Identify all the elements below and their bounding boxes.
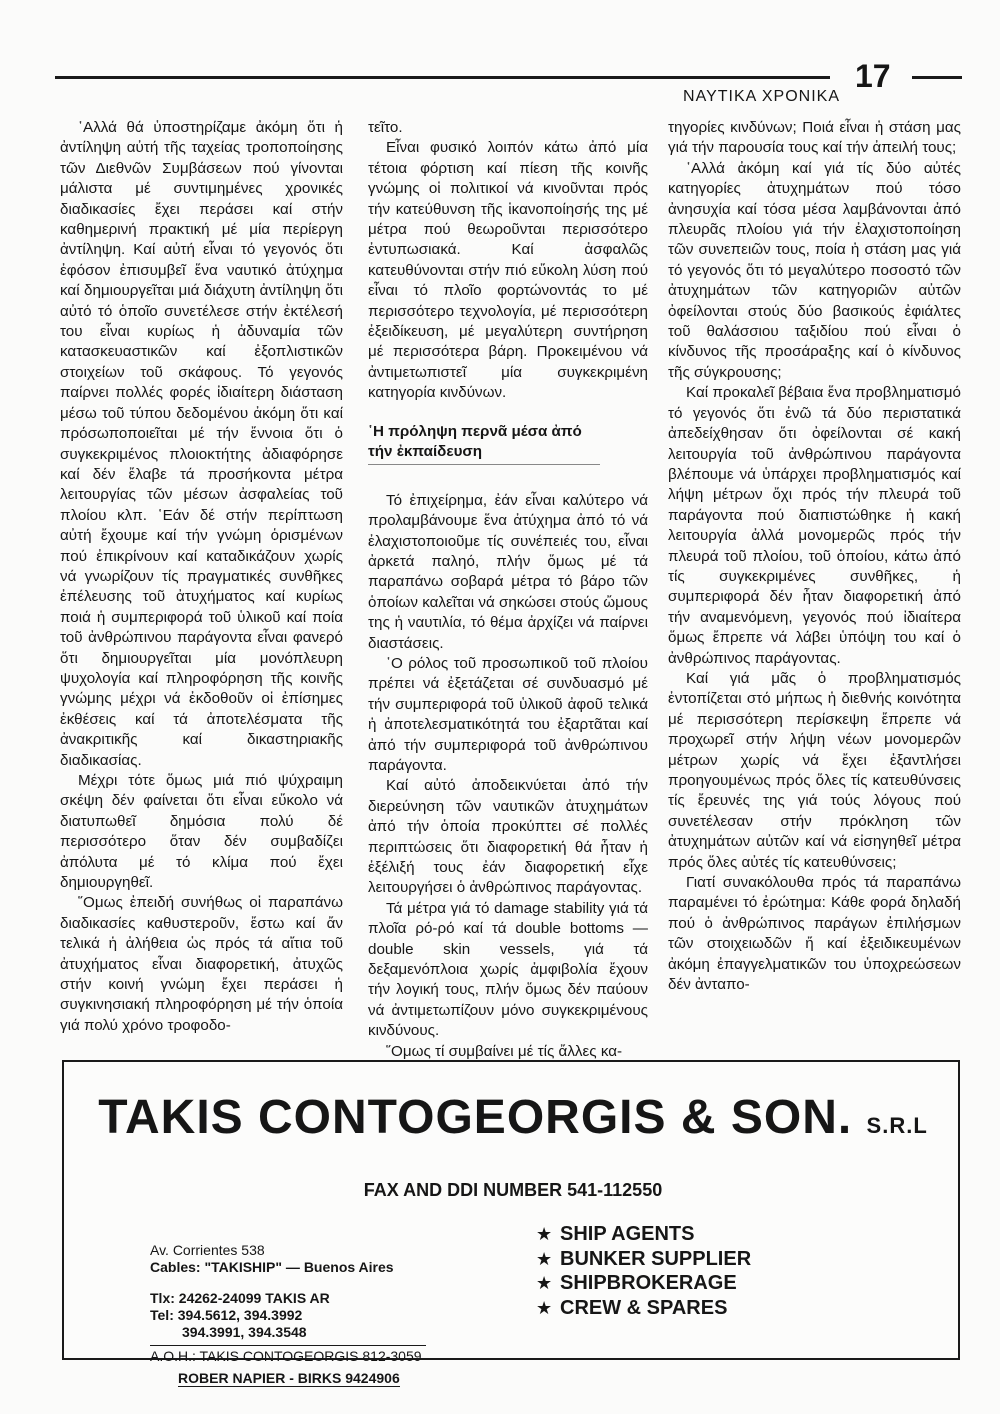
ad-company-title bbox=[64, 1090, 962, 1145]
ad-service-item: ★ CREW & SPARES bbox=[536, 1296, 728, 1319]
star-icon: ★ bbox=[536, 1273, 553, 1293]
paragraph: ῾Αλλά θά ὑποστηρίζαμε ἀκόμη ὅτι ἡ ἀντίληψη αὐτή τῆς ταχείας τροποποίησης τῶν Διεθνῶν Συμβάσεων πού γίνονται μάλιστα μέ συντιμημένες χρονικές διαδικασίες ἔχει περάσει καί στήν καθημερινή πρακτική μέ μία περίεργη ἀντίληψη. Καί αὐτή εἶναι τό γεγονός ὅτι ἐφόσον ἐπισυμβεῖ ἕνα ναυτικό ἀτύχημα καί δημιουργεῖται μιά διάχυτη ἀντίληψη ὅτι αὐτό τό ὁποῖο συνετέλεσε στήν ἐκτέλεσή του εἶναι κυρίως ἡ ἀδυναμία τῶν κατασκευαστικῶν καί ἐξοπλιστικῶν στοιχείων τοῦ σκάφους. Τό γεγονός παίρνει πολλές φορές ἰδιαίτερη διάσταση μέσω τοῦ τύπου δεδομένου ἀκόμη ὅτι καί πρόσωποποιεῖται μέ τήν ἔννοια ὅτι ὁ συγκεκριμένος πλοιοκτήτης ἀδιαφόρησε καί δέν ἔλαβε τά προσήκοντα μέτρα λειτουργίας τῶν μέσων ἀσφαλείας τοῦ πλοίου κλπ. ῾Εάν δέ στήν περίπτωση αὐτή ἔχουμε καί τήν γνώμη ὁρισμένων πού ἐπικρίνουν καί καταδικάζουν χωρίς νά γνωρίζουν τίς πραγματικές συνθῆκες ἐπέλευσης τοῦ ἀτυχήματος καί κυρίως ποιά ἡ συμπεριφορά τοῦ ὑλικοῦ καί ποία τοῦ ἀνθρώπινου παράγοντα εἶναι φανερό ὅτι δημιουργεῖται μία μονόπλευρη ψυχολογία καί πληροφόρηση τῆς κοινῆς γνώμης μέχρι νά ἐκδοθοῦν οἱ ἐπίσημες ἐκθέσεις καί τά ἀποτελέσματα τῆς ἀνακριτικῆς καί δικαστηριακῆς διαδικασίας. bbox=[60, 119, 343, 769]
ad-service-item: ★ SHIP AGENTS bbox=[536, 1223, 695, 1245]
paragraph: ῾Ο ρόλος τοῦ προσωπικοῦ τοῦ πλοίου πρέπει νά ἐξετάζεται σέ συνδυασμό μέ τήν συμπεριφορά τοῦ ὑλικοῦ ἀφοῦ τελικά ἡ ἀποτελεσματικότητά του ἐξαρτᾶται καί ἀπό τήν συμπεριφορά τοῦ ἀνθρώπινου παράγοντα. bbox=[368, 654, 648, 774]
paragraph: Καί προκαλεῖ βέβαια ἕνα προβληματισμό τό γεγονός ὅτι ἐνῶ τά δύο περιστατικά ἀπεδείχθησαν ὅτι ὀφείλονται σέ κακή λειτουργία τοῦ ἀνθρώπινου παράγοντα βλέπουμε νά ὑπάρχει προβληματισμός καί λήψη μέτρων ὄχι πρός τήν πλευρά τοῦ παράγοντα πού διαπιστώθηκε ἡ κακή λειτουργία ἀλλά μονομερῶς πρός τήν πλευρά τοῦ πλοίου, τοῦ ὁποίου, κάτω ἀπό τίς συγκεκριμένες συνθῆκες, ἡ συμπεριφορά δέν ἦταν διαφορετική ἀπό τήν αναμενόμενη, γεγονός πού ἰδιαίτερα ὅμως ἔπρεπε νά λάβει ὑπόψη του καί ὁ ἀνθρώπινος παράγοντας. bbox=[668, 384, 961, 667]
ad-telephone-2: 394.3991, 394.3548 bbox=[182, 1324, 307, 1340]
ad-company-suffix: S.R.L bbox=[866, 1113, 928, 1138]
star-icon: ★ bbox=[536, 1224, 553, 1244]
paragraph-continuation: τηγορίες κινδύνων; Ποιά εἶναι ἡ στάση μας γιά τήν παρουσία τους καί τήν ἀπειλή τους; bbox=[668, 119, 961, 157]
ad-address: Av. Corrientes 538 bbox=[150, 1242, 265, 1258]
ad-services-list bbox=[536, 1222, 836, 1320]
star-icon: ★ bbox=[536, 1297, 553, 1318]
paragraph: Τό ἐπιχείρημα, ἐάν εἶναι καλύτερο νά προλαμβάνουμε ἕνα ἀτύχημα ἀπό τό νά ἐλαχιστοποιοῦμε τίς συνέπειές του, εἶναι ἀρκετά παληό, πλήν ὅμως μέ τά παραπάνω σοβαρά μέτρα τό βάρο τῶν ὁποίων καλεῖται νά σηκώσει στούς ὤμους της ἡ ναυτιλία, τό θέμα ἀρχίζει νά παίρνει διαστάσεις. bbox=[368, 491, 648, 652]
ad-company-name: TAKIS CONTOGEORGIS & SON. bbox=[98, 1091, 853, 1144]
paragraph: ῞Ομως τί συμβαίνει μέ τίς ἄλλες κα- bbox=[386, 1042, 623, 1060]
header-rule-left bbox=[55, 76, 830, 79]
paragraph: Μέχρι τότε ὅμως μιά πιό ψύχραιμη σκέψη δέν φαίνεται ὅτι εἶναι εὔκολο νά διατυπωθεῖ δημόσια πολύ δέ περισσότερο ὅταν δέν συμβαδίζει ἀπόλυτα μέ τό κλίμα πού ἔχει δημιουργηθεῖ. bbox=[60, 772, 343, 892]
ad-telex: Tlx: 24262-24099 TAKIS AR bbox=[150, 1290, 330, 1306]
paragraph: Γιατί συνακόλουθα πρός τά παραπάνω παραμένει τό ἐρώτημα: Κάθε φορά δηλαδή πού ὁ ἀνθρώπινος παράγων ἐπιλήσμων τῶν στοιχειωδῶν ἤ καί ἐξειδικευμένων ἀκόμη ἐπαγγελματικῶν του ὑποχρεώσεων δέν ἀνταπο- bbox=[668, 874, 961, 994]
ad-service-item: ★ SHIPBROKERAGE bbox=[536, 1272, 737, 1294]
ad-robert-napier bbox=[150, 1370, 450, 1387]
paragraph-continuation: τεῖτο. bbox=[368, 119, 403, 136]
ad-cables: Cables: "TAKISHIP" — Buenos Aires bbox=[150, 1259, 394, 1275]
advertisement-box bbox=[62, 1060, 960, 1386]
ad-contacts bbox=[150, 1242, 450, 1387]
publication-name: ΝΑΥΤΙΚΑ ΧΡΟΝΙΚΑ bbox=[683, 88, 840, 105]
article-column-3 bbox=[668, 118, 961, 995]
ad-telephone: Tel: 394.5612, 394.3992 bbox=[150, 1307, 303, 1323]
page-number: 17 bbox=[855, 58, 891, 94]
section-subheading: ῾Η πρόληψη περνᾶ μέσα ἀπό τήν ἐκπαίδευση bbox=[368, 422, 600, 465]
ad-robert-napier-text: ROBER NAPIER - BIRKS 9424906 bbox=[178, 1370, 400, 1386]
ad-fax-line: FAX AND DDI NUMBER 541-112550 bbox=[363, 1180, 663, 1200]
star-icon: ★ bbox=[536, 1248, 553, 1269]
ad-aoh: A.O.H.: TAKIS CONTOGEORGIS 812-3059 bbox=[150, 1345, 426, 1365]
paragraph: Καί γιά μᾶς ὁ προβληματισμός ἐντοπίζεται στό μήπως ἡ διεθνής κοινότητα μέ περισσότερη περίσκεψη ἔπρεπε νά προχωρεῖ στήν λήψη νέων μονομερῶν μέτρων χωρίς νά ἔχει ἐξαντλήσει προηγουμένως πρός ὅλες τίς κατευθύνσεις τίς ἔρευνές της γιά τούς λόγους πού συνετέλεσαν στήν πρόκληση τῶν ἀτυχημάτων αὐτῶν καί νά εἰσηγηθεῖ μέτρα πρός ὅλες αὐτές τίς κατευθύνσεις; bbox=[668, 669, 961, 871]
paragraph: ῾Αλλά ἀκόμη καί γιά τίς δύο αὐτές κατηγορίες ἀτυχημάτων πού τόσο ἀνησυχία καί τόσα μέσα λαμβάνονται ἀπό πλευρᾶς πλοίου γιά τήν ἐλαχιστοποίηση τῶν συνεπειῶν τους, ποία ἡ στάση μας γιά τό γεγονός ὅτι τό μεγαλύτερο ποσοστό τῶν ἀτυχημάτων τῶν κατηγοριῶν αὐτῶν ὀφείλονται στούς δύο βασικούς ἐφιάλτες τοῦ θαλάσσιου ταξιδίου πού εἶναι ὁ κίνδυνος τῆς προσάραξης καί ὁ κίνδυνος τῆς σύγκρουσης; bbox=[668, 159, 961, 381]
paragraph: Τά μέτρα γιά τό damage stability γιά τά πλοῖα ρό-ρό καί τά double bottoms — double skin vessels, γιά τά δεξαμενόπλοια χωρίς ἀμφιβολία ἔχουν τήν λογική τους, πλήν ὅμως δέν παύουν νά ἀντιμετωπίζουν μόνο συγκεκριμένους κινδύνους. bbox=[368, 899, 648, 1040]
article-column-2 bbox=[368, 118, 648, 1062]
header-rule-right bbox=[912, 76, 962, 79]
paragraph: Εἶναι φυσικό λοιπόν κάτω ἀπό μία τέτοια φόρτιση καί πίεση τῆς κοινῆς γνώμης οἱ πολιτικοί νά κινοῦνται πρός τήν κατεύθυνση τῆς ἱκανοποίησής της μέ μέτρα πού θεωροῦνται περισσότερο ἐντυπωσιακά. Καί ἀσφαλῶς κατευθύνονται στήν πιό εὔκολη λύση πού εἶναι τό πλοῖο φορτώνοντάς το μέ περισσότερο τεχνολογία, μέ περισσότερη ἐξειδίκευση, μέ μεγαλύτερη συντήρηση μέ περισσότερα βάρη. Προκειμένου νά ἀντιμετωπιστεῖ μία συγκεκριμένη κατηγορία κινδύνων. bbox=[368, 139, 648, 402]
article-column-1 bbox=[60, 118, 343, 1036]
ad-service-item: ★ BUNKER SUPPLIER bbox=[536, 1247, 752, 1270]
paragraph: ῞Ομως ἐπειδή συνήθως οἱ παραπάνω διαδικασίες καθυστεροῦν, ἔστω καί ἄν τελικά ἡ ἀλήθεια ὡς πρός τά αἴτια τοῦ ἀτυχήματος εἶναι διαφορετική, ἀτυχῶς στήν κοινή γνώμη ἔχει περάσει ἡ συγκινησιακή πληροφόρηση μέ τήν ὁποία γιά πολύ χρόνο τροφοδο- bbox=[60, 894, 343, 1034]
paragraph: Καί αὐτό ἀποδεικνύεται ἀπό τήν διερεύνηση τῶν ναυτικῶν ἀτυχημάτων ἀπό τήν ὁποία προκύπτει σέ πολλές περιπτώσεις ὅτι διαφορετική θά ἦταν ἡ ἐξέλιξή τους ἐάν διαφορετική εἶχε λειτουργήσει ὁ ἀνθρώπινος παράγοντας. bbox=[368, 777, 648, 897]
